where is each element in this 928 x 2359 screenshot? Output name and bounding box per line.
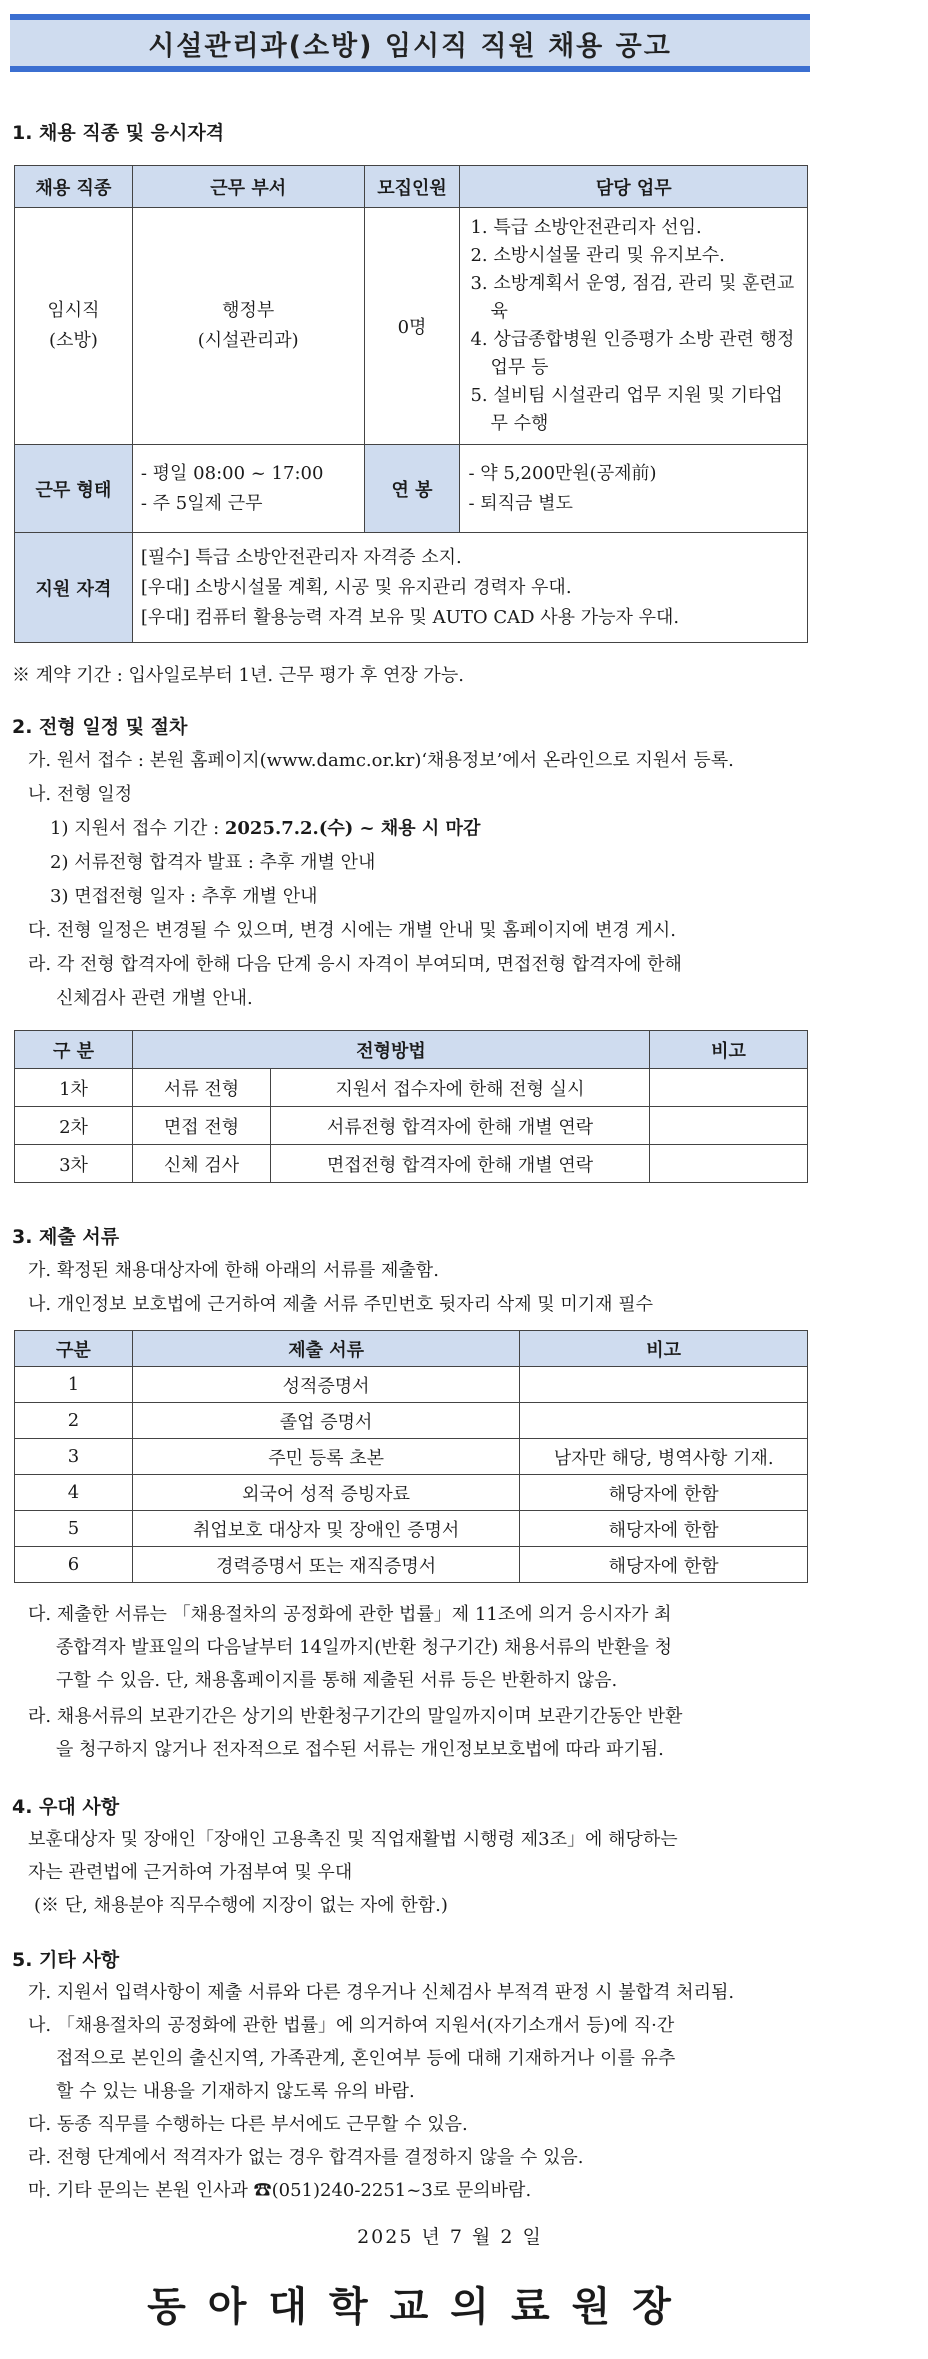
header-job-type: 채용 직종 bbox=[15, 166, 133, 208]
s5-item-na-line-3: 할 수 있는 내용을 기재하지 않도록 유의 바람. bbox=[56, 2081, 415, 2102]
header-duties: 담당 업무 bbox=[460, 166, 808, 208]
table-row bbox=[15, 1145, 808, 1183]
issuer-signature: 동아대학교의료원장 bbox=[147, 2283, 693, 2330]
header-department: 근무 부서 bbox=[132, 166, 364, 208]
s3-item-da-line-3: 구할 수 있음. 단, 채용홈페이지를 통해 제출된 서류 등은 반환하지 않음. bbox=[56, 1670, 618, 1691]
schedule-1-period: 2025.7.2.(수) ~ 채용 시 마감 bbox=[224, 818, 481, 839]
job-type-cell bbox=[15, 208, 133, 445]
stage-cell: 2차 bbox=[15, 1107, 133, 1145]
duty-item: 4. 상급종합병원 인증평가 소방 관련 행정업무 등 bbox=[470, 329, 795, 378]
stage-desc-cell: 면접전형 합격자에 한해 개별 연락 bbox=[271, 1145, 650, 1183]
s2-item-ra-line-1: 라. 각 전형 합격자에 한해 다음 단계 응시 자격이 부여되며, 면접전형 합격자에 한해 bbox=[28, 954, 682, 975]
s3-item-na: 나. 개인정보 보호법에 근거하여 제출 서류 주민번호 뒷자리 삭제 및 미기재 필수 bbox=[28, 1294, 654, 1315]
section-3-heading: 3. 제출 서류 bbox=[12, 1226, 120, 1248]
stage-note-cell bbox=[650, 1107, 808, 1145]
schedule-1-label: 1) 지원서 접수 기간 : bbox=[50, 818, 225, 839]
preference-line-1: 보훈대상자 및 장애인「장애인 고용촉진 및 직업재활법 시행령 제3조」에 해당하는 bbox=[28, 1829, 678, 1850]
s2-item-ga: 가. 원서 접수 : 본원 홈페이지(www.damc.or.kr)‘채용정보’에서 온라인으로 지원서 등록. bbox=[28, 750, 734, 771]
section-1-heading: 1. 채용 직종 및 응시자격 bbox=[12, 122, 225, 144]
duty-item: 5. 설비팀 시설관리 업무 지원 및 기타업무 수행 bbox=[470, 385, 783, 434]
doc-name-cell: 외국어 성적 증빙자료 bbox=[132, 1475, 519, 1511]
s3-item-ga: 가. 확정된 채용대상자에 한해 아래의 서류를 제출함. bbox=[28, 1260, 439, 1281]
department-cell bbox=[132, 208, 364, 445]
doc-name-cell: 주민 등록 초본 bbox=[132, 1439, 519, 1475]
work-form-line-1: - 평일 08:00 ~ 17:00 bbox=[140, 462, 324, 484]
doc-number-cell: 6 bbox=[15, 1547, 133, 1583]
job-type-line-1: 임시직 bbox=[47, 300, 100, 321]
doc-number-cell: 2 bbox=[15, 1403, 133, 1439]
selection-process-table bbox=[14, 1030, 808, 1183]
duties-list bbox=[470, 214, 797, 438]
doc-note-cell bbox=[520, 1367, 808, 1403]
required-documents-table bbox=[14, 1330, 808, 1583]
table-row bbox=[15, 1475, 808, 1511]
duty-item: 2. 소방시설물 관리 및 유지보수. bbox=[470, 245, 725, 266]
doc-name-cell: 졸업 증명서 bbox=[132, 1403, 519, 1439]
stage-type-cell: 신체 검사 bbox=[133, 1145, 271, 1183]
s5-item-da: 다. 동종 직무를 수행하는 다른 부서에도 근무할 수 있음. bbox=[28, 2114, 468, 2135]
doc-note-cell: 해당자에 한함 bbox=[520, 1475, 808, 1511]
header-remarks: 비고 bbox=[520, 1331, 808, 1367]
stage-cell: 1차 bbox=[15, 1069, 133, 1107]
section-4-heading: 4. 우대 사항 bbox=[12, 1796, 120, 1818]
salary-label: 연 봉 bbox=[364, 445, 460, 533]
department-line-1: 행정부 bbox=[222, 300, 275, 321]
header-headcount: 모집인원 bbox=[364, 166, 460, 208]
table-row bbox=[15, 1069, 808, 1107]
work-form-label: 근무 형태 bbox=[15, 445, 133, 533]
contract-period-note: ※ 계약 기간 : 입사일로부터 1년. 근무 평가 후 연장 가능. bbox=[12, 665, 464, 686]
stage-type-cell: 서류 전형 bbox=[133, 1069, 271, 1107]
preference-note: (※ 단, 채용분야 직무수행에 지장이 없는 자에 한함.) bbox=[34, 1895, 448, 1916]
doc-number-cell: 4 bbox=[15, 1475, 133, 1511]
s2-item-da: 다. 전형 일정은 변경될 수 있으며, 변경 시에는 개별 안내 및 홈페이지에 변경 게시. bbox=[28, 920, 676, 941]
salary-line-2: - 퇴직금 별도 bbox=[468, 492, 573, 514]
work-form-line-2: - 주 5일제 근무 bbox=[140, 492, 263, 514]
stage-cell: 3차 bbox=[15, 1145, 133, 1183]
eligibility-table bbox=[14, 165, 808, 643]
salary-line-1: - 약 5,200만원(공제前) bbox=[468, 462, 657, 484]
s5-item-ma: 마. 기타 문의는 본원 인사과 ☎(051)240-2251~3로 문의바람. bbox=[28, 2180, 532, 2201]
table-row bbox=[15, 1439, 808, 1475]
doc-number-cell: 1 bbox=[15, 1367, 133, 1403]
s3-item-da-line-2: 종합격자 발표일의 다음날부터 14일까지(반환 청구기간) 채용서류의 반환을 청 bbox=[56, 1637, 673, 1658]
stage-type-cell: 면접 전형 bbox=[133, 1107, 271, 1145]
s2-item-na: 나. 전형 일정 bbox=[28, 784, 133, 805]
table-row bbox=[15, 1547, 808, 1583]
posting-date: 2025 년 7 월 2 일 bbox=[357, 2226, 543, 2248]
schedule-item-3: 3) 면접전형 일자 : 추후 개별 안내 bbox=[50, 886, 318, 907]
header-remarks: 비고 bbox=[650, 1031, 808, 1069]
schedule-item-2: 2) 서류전형 합격자 발표 : 추후 개별 안내 bbox=[50, 852, 376, 873]
doc-name-cell: 취업보호 대상자 및 장애인 증명서 bbox=[132, 1511, 519, 1547]
doc-note-cell bbox=[520, 1403, 808, 1439]
qualification-line: [우대] 소방시설물 계획, 시공 및 유지관리 경력자 우대. bbox=[140, 576, 572, 598]
schedule-item-1 bbox=[50, 814, 480, 840]
header-method: 전형방법 bbox=[133, 1031, 650, 1069]
s2-item-ra-line-2: 신체검사 관련 개별 안내. bbox=[56, 988, 253, 1009]
job-type-line-2: (소방) bbox=[49, 330, 98, 351]
qualification-cell bbox=[132, 533, 807, 643]
s3-item-ra-line-1: 라. 채용서류의 보관기간은 상기의 반환청구기간의 말일까지이며 보관기간동안 반환 bbox=[28, 1706, 683, 1727]
department-line-2: (시설관리과) bbox=[197, 330, 299, 351]
doc-note-cell: 남자만 해당, 병역사항 기재. bbox=[520, 1439, 808, 1475]
duties-cell bbox=[460, 208, 808, 445]
qualification-line: [필수] 특급 소방안전관리자 자격증 소지. bbox=[140, 546, 462, 568]
stage-desc-cell: 지원서 접수자에 한해 전형 실시 bbox=[271, 1069, 650, 1107]
doc-name-cell: 성적증명서 bbox=[132, 1367, 519, 1403]
stage-desc-cell: 서류전형 합격자에 한해 개별 연락 bbox=[271, 1107, 650, 1145]
doc-note-cell: 해당자에 한함 bbox=[520, 1511, 808, 1547]
section-5-heading: 5. 기타 사항 bbox=[12, 1949, 120, 1971]
salary-cell bbox=[460, 445, 808, 533]
header-stage: 구 분 bbox=[15, 1031, 133, 1069]
s3-item-da-line-1: 다. 제출한 서류는 「채용절차의 공정화에 관한 법률」제 11조에 의거 응시자가 최 bbox=[28, 1604, 672, 1625]
s5-item-ga: 가. 지원서 입력사항이 제출 서류와 다른 경우거나 신체검사 부적격 판정 시 불합격 처리됨. bbox=[28, 1982, 735, 2003]
stage-note-cell bbox=[650, 1145, 808, 1183]
s3-item-ra-line-2: 을 청구하지 않거나 전자적으로 접수된 서류는 개인정보보호법에 따라 파기됨. bbox=[56, 1739, 664, 1760]
doc-number-cell: 5 bbox=[15, 1511, 133, 1547]
page-title: 시설관리과(소방) 임시직 직원 채용 공고 bbox=[10, 14, 810, 72]
duty-item: 1. 특급 소방안전관리자 선임. bbox=[470, 217, 702, 238]
header-document: 제출 서류 bbox=[132, 1331, 519, 1367]
headcount-cell: 0명 bbox=[364, 208, 460, 445]
qualification-label: 지원 자격 bbox=[15, 533, 133, 643]
preference-line-2: 자는 관련법에 근거하여 가점부여 및 우대 bbox=[28, 1862, 353, 1883]
table-row bbox=[15, 1107, 808, 1145]
table-row bbox=[15, 1511, 808, 1547]
duty-item: 3. 소방계획서 운영, 점검, 관리 및 훈련교육 bbox=[470, 273, 795, 322]
work-form-cell bbox=[132, 445, 364, 533]
header-number: 구분 bbox=[15, 1331, 133, 1367]
table-row bbox=[15, 1367, 808, 1403]
s5-item-ra: 라. 전형 단계에서 적격자가 없는 경우 합격자를 결정하지 않을 수 있음. bbox=[28, 2147, 584, 2168]
s5-item-na-line-1: 나. 「채용절차의 공정화에 관한 법률」에 의거하여 지원서(자기소개서 등)에 직·간 bbox=[28, 2015, 675, 2036]
section-2-heading: 2. 전형 일정 및 절차 bbox=[12, 716, 188, 738]
doc-note-cell: 해당자에 한함 bbox=[520, 1547, 808, 1583]
s5-item-na-line-2: 접적으로 본인의 출신지역, 가족관계, 혼인여부 등에 대해 기재하거나 이를 유추 bbox=[56, 2048, 676, 2069]
doc-number-cell: 3 bbox=[15, 1439, 133, 1475]
doc-name-cell: 경력증명서 또는 재직증명서 bbox=[132, 1547, 519, 1583]
stage-note-cell bbox=[650, 1069, 808, 1107]
qualification-line: [우대] 컴퓨터 활용능력 자격 보유 및 AUTO CAD 사용 가능자 우대. bbox=[140, 606, 680, 628]
table-row bbox=[15, 1403, 808, 1439]
